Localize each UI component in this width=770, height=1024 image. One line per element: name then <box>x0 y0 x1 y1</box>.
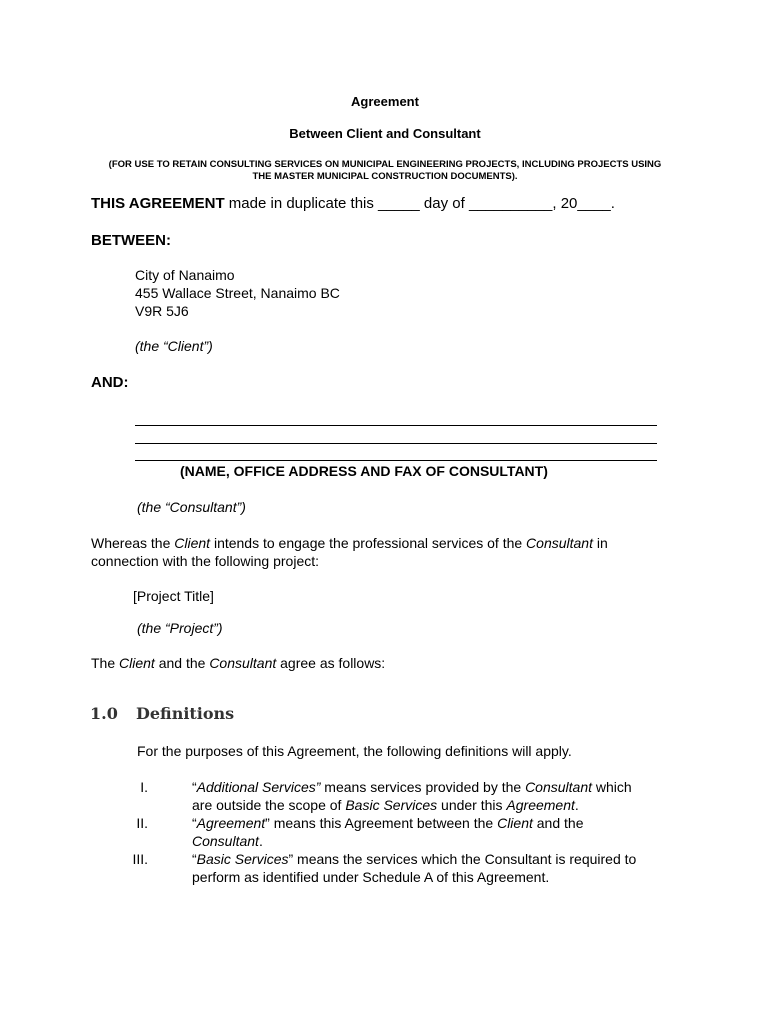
agree-statement <box>91 654 385 672</box>
between-heading: BETWEEN: <box>91 232 171 249</box>
agree-text: The <box>91 655 120 671</box>
definition-2-line-1 <box>192 814 692 832</box>
definition-text: which <box>592 779 632 795</box>
definition-term: Consultant <box>525 779 592 795</box>
definition-1-line-2 <box>192 796 692 814</box>
definitions-intro: For the purposes of this Agreement, the following definitions will apply. <box>137 743 572 759</box>
definition-text: ” means the services which the Consultant is required to <box>288 851 637 867</box>
definition-text: means services provided by the <box>320 779 526 795</box>
definition-term: Consultant <box>192 833 259 849</box>
client-role: (the “Client”) <box>135 338 213 354</box>
definition-term: Additional Services” <box>196 779 321 795</box>
section-number: 1.0 <box>90 704 118 723</box>
client-name: City of Nanaimo <box>135 267 235 283</box>
consultant-blank-line-1 <box>135 425 657 426</box>
whereas-text: intends to engage the professional services of the <box>210 535 527 551</box>
whereas-text: in <box>592 535 608 551</box>
definition-2-line-2 <box>192 832 692 850</box>
definition-3-line-1 <box>192 850 692 868</box>
definition-term: Basic Services <box>196 851 289 867</box>
definition-term: Client <box>497 815 533 831</box>
whereas-text: Whereas the <box>91 535 175 551</box>
agreement-statement <box>91 195 615 213</box>
document-subtitle: Between Client and Consultant <box>289 126 481 141</box>
client-postal-code: V9R 5J6 <box>135 303 189 319</box>
consultant-role: (the “Consultant”) <box>137 499 246 515</box>
definition-3-line-2: perform as identified under Schedule A of this Agreement. <box>192 869 550 885</box>
definition-text: . <box>258 833 263 849</box>
definition-text: . <box>574 797 579 813</box>
definition-text: are outside the scope of <box>192 797 346 813</box>
whereas-line-1 <box>91 534 691 552</box>
consultant-blank-line-3 <box>135 460 657 461</box>
consultant-caption: (NAME, OFFICE ADDRESS AND FAX OF CONSULTANT) <box>180 463 548 479</box>
definition-numeral: II. <box>136 815 148 831</box>
definition-term: Basic Services <box>345 797 438 813</box>
definition-numeral: III. <box>132 851 148 867</box>
definition-1-line-1 <box>192 778 692 796</box>
agree-client: Client <box>119 655 155 671</box>
section-title: Definitions <box>136 704 235 723</box>
project-role: (the “Project”) <box>137 620 223 636</box>
usage-note-line-2: THE MASTER MUNICIPAL CONSTRUCTION DOCUMENTS). <box>252 171 518 182</box>
usage-note-line-1: (FOR USE TO RETAIN CONSULTING SERVICES ON MUNICIPAL ENGINEERING PROJECTS, INCLUDING PROJECTS USING <box>108 159 662 170</box>
whereas-client: Client <box>174 535 211 551</box>
client-address: 455 Wallace Street, Nanaimo BC <box>135 285 340 301</box>
whereas-line-2: connection with the following project: <box>91 553 320 569</box>
agreement-date-blanks: made in duplicate this _____ day of __________, 20____. <box>224 195 615 212</box>
definition-term: Agreement <box>506 797 575 813</box>
whereas-consultant: Consultant <box>526 535 593 551</box>
definition-text: ” means this Agreement between the <box>265 815 498 831</box>
definition-text: under this <box>437 797 507 813</box>
definition-text: “ <box>192 815 197 831</box>
agreement-bold-lead: THIS AGREEMENT <box>91 195 225 212</box>
document-title: Agreement <box>351 94 419 109</box>
and-heading: AND: <box>91 374 129 391</box>
definition-text: “ <box>192 851 197 867</box>
definition-text: and the <box>532 815 584 831</box>
project-title: [Project Title] <box>133 588 214 604</box>
definition-numeral: I. <box>140 779 148 795</box>
consultant-blank-line-2 <box>135 443 657 444</box>
agree-text: and the <box>154 655 210 671</box>
agree-text: agree as follows: <box>276 655 386 671</box>
definition-text: “ <box>192 779 197 795</box>
agree-consultant: Consultant <box>209 655 277 671</box>
definition-term: Agreement <box>196 815 266 831</box>
